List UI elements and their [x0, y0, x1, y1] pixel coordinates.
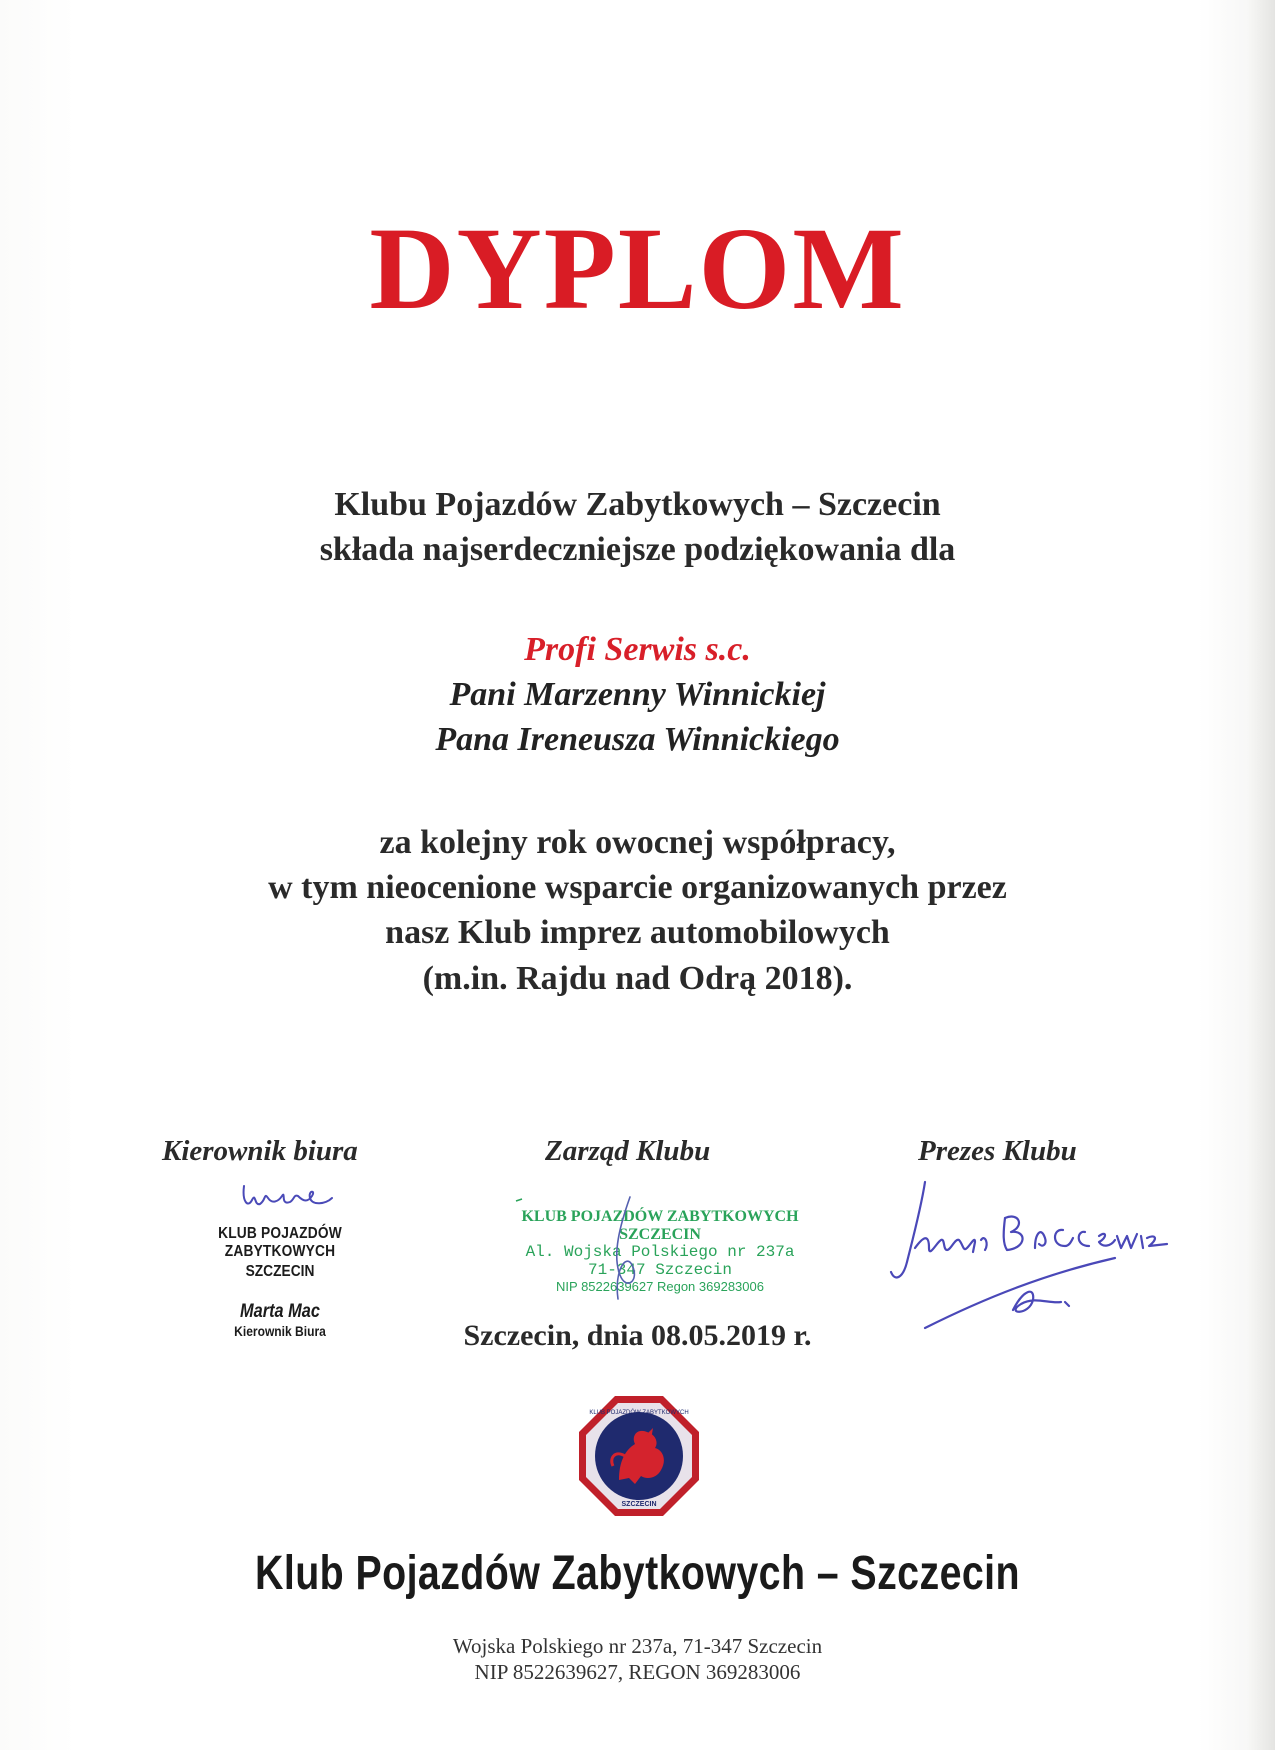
honoree-name: Pana Ireneusza Winnickiego — [435, 721, 840, 759]
honorees — [0, 627, 1275, 763]
signatory-title-board: Zarząd Klubu — [545, 1135, 711, 1167]
intro-line: składa najserdeczniejsze podziękowania dla — [319, 531, 956, 569]
address-line: Wojska Polskiego nr 237a, 71-347 Szczecin — [452, 1634, 823, 1658]
intro-text — [0, 482, 1275, 572]
reason-line: za kolejny rok owocnej współpracy, — [379, 824, 896, 861]
stamp-role: Kierownik Biura — [234, 1323, 326, 1339]
stamp-line: SZCZECIN — [619, 1225, 701, 1243]
board-signature — [590, 1195, 660, 1305]
president-signature — [885, 1178, 1175, 1338]
honoree-company: Profi Serwis s.c. — [524, 631, 751, 668]
reason-line: (m.in. Rajdu nad Odrą 2018). — [422, 959, 853, 997]
club-emblem — [575, 1392, 703, 1520]
reason-line: w tym nieocenione wsparcie organizowanych przez — [268, 869, 1007, 907]
stamp-line: SZCZECIN — [245, 1263, 315, 1280]
stamp-line: NIP 8522639627 Regon 369283006 — [556, 1278, 764, 1294]
footer-club-name: Klub Pojazdów Zabytkowych – Szczecin — [255, 1547, 1020, 1600]
emblem-top-text: KLUB POJAZDÓW ZABYTKOWYCH — [589, 1410, 689, 1416]
signatory-title-office-manager: Kierownik biura — [162, 1135, 358, 1167]
stamp-line: KLUB POJAZDÓW ZABYTKOWYCH — [521, 1208, 799, 1225]
issue-date: Szczecin, dnia 08.05.2019 r. — [463, 1319, 812, 1352]
stamp-line: 71-347 Szczecin — [587, 1260, 733, 1279]
footer-address — [0, 1634, 1275, 1685]
honoree-name: Pani Marzenny Winnickiej — [449, 676, 826, 714]
signatory-title-president: Prezes Klubu — [918, 1135, 1077, 1167]
address-line: NIP 8522639627, REGON 369283006 — [474, 1659, 801, 1684]
emblem-bottom-text: SZCZECIN — [621, 1501, 657, 1508]
reason-text — [0, 820, 1275, 1001]
stamp-line: KLUB POJAZDÓW ZABYTKOWYCH — [218, 1225, 342, 1260]
reason-line: nasz Klub imprez automobilowych — [385, 914, 890, 952]
board-stamp — [510, 1208, 810, 1294]
office-manager-signature — [238, 1172, 338, 1222]
stamp-line: Al. Wojska Polskiego nr 237a — [525, 1242, 795, 1261]
stamp-name: Marta Mac — [240, 1301, 320, 1322]
intro-line: Klubu Pojazdów Zabytkowych – Szczecin — [334, 486, 941, 523]
diploma-title: DYPLOM — [369, 203, 906, 334]
